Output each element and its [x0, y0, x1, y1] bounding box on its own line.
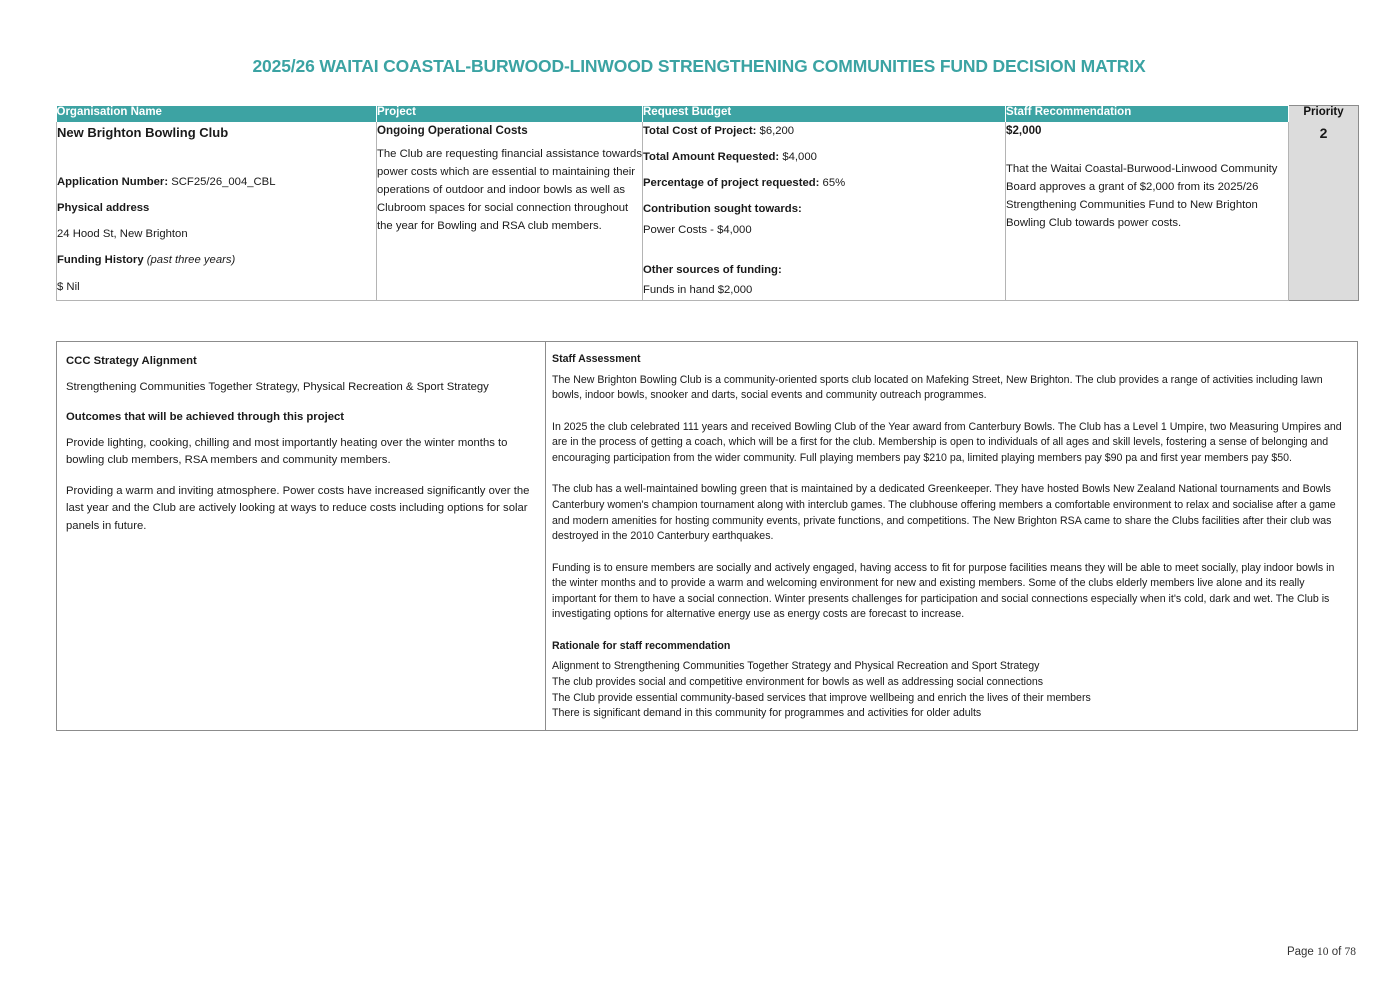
physical-address-value: 24 Hood St, New Brighton — [57, 228, 188, 241]
strategy-heading: CCC Strategy Alignment — [66, 355, 197, 367]
application-number-label: Application Number: — [57, 175, 169, 188]
detail-panel — [56, 341, 1358, 731]
column-header-staff-recommendation: Staff Recommendation — [1006, 106, 1289, 122]
total-cost-value: $6,200 — [759, 124, 795, 137]
cell-request-budget — [643, 122, 1006, 301]
page-footer — [1287, 946, 1356, 958]
budget-spacer — [643, 239, 1005, 261]
table-header-row — [57, 106, 1359, 122]
footer-total-pages: 78 — [1344, 946, 1356, 958]
assessment-paragraph: The New Brighton Bowling Club is a community-oriented sports club located on Mafeking Street, New Brighton. The club provides a range of activities including lawn bowls, indoor bowls, snooker and darts, social events and community outreach programmes. — [552, 373, 1323, 402]
outcome-paragraph: Provide lighting, cooking, chilling and most importantly heating over the winter months to bowling club members, RSA members and community members. — [66, 436, 508, 466]
rationale-line: The club provides social and competitive environment for bowls as well as addressing social connections — [552, 676, 1044, 688]
cell-priority: 2 — [1289, 122, 1359, 301]
percentage-of-project-requested — [643, 174, 1005, 192]
assessment-paragraph: In 2025 the club celebrated 111 years and received Bowling Club of the Year award from Canterbury Bowls. The Club has a Level 1 Umpire, two Measuring Umpires and are in the process of getting a coach, which will be a first for the club. Membership is open to individuals of all ages and skill levels, fostering a sense of belonging and encouraging participation from the wider community. Full playing members pay $210 pa, limited playing members pay $90 pa and first year members pay $50. — [552, 420, 1342, 464]
cell-staff-recommendation — [1006, 122, 1289, 301]
assessment-heading: Staff Assessment — [552, 353, 641, 365]
page-title: 2025/26 WAITAI COASTAL-BURWOOD-LINWOOD STRENGTHENING COMMUNITIES FUND DECISION MATRIX — [252, 56, 1146, 76]
funding-history-value: $ Nil — [57, 280, 80, 293]
column-header-request-budget: Request Budget — [643, 106, 1006, 122]
assessment-paragraph: The club has a well-maintained bowling green that is maintained by a dedicated Greenkeeper. They have hosted Bowls New Zealand National tournaments and Bowls Canterbury women's champion tournament along with interclub games. The clubhouse offering members a comfortable environment to relax and socialise after a game and modern amenities for hosting community events, private functions, and competitions. The New Brighton RSA came to share the Clubs facilities after their club was destroyed in the 2010 Canterbury earthquakes. — [552, 483, 1336, 543]
strategy-alignment-section — [57, 342, 546, 730]
application-number — [57, 173, 376, 191]
table-row — [57, 122, 1359, 301]
total-amount-requested — [643, 148, 1005, 166]
other-sources-label: Other sources of funding: — [643, 263, 782, 276]
percentage-label: Percentage of project requested: — [643, 177, 820, 190]
cell-organisation — [57, 122, 377, 301]
rationale-heading: Rationale for staff recommendation — [552, 639, 731, 652]
funding-history-note: (past three years) — [146, 254, 236, 267]
decision-matrix-table — [56, 105, 1359, 301]
recommendation-text: That the Waitai Coastal-Burwood-Linwood Community Board approves a grant of $2,000 from its 2025/26 Strengthening Communities Fund to New Brighton Bowling Club towards power costs. — [1006, 163, 1278, 230]
project-description: The Club are requesting financial assistance towards power costs which are essential to maintaining their operations of outdoor and indoor bowls as well as Clubroom spaces for social connection throughout the year for Bowling and RSA club members. — [377, 148, 642, 232]
total-cost-label: Total Cost of Project: — [643, 124, 757, 137]
funding-history-label — [57, 251, 376, 269]
total-requested-value: $4,000 — [782, 150, 817, 163]
project-title: Ongoing Operational Costs — [377, 123, 528, 137]
column-header-priority: Priority — [1289, 106, 1359, 122]
total-cost-of-project — [643, 122, 1005, 140]
application-number-value: SCF25/26_004_CBL — [171, 175, 276, 188]
staff-assessment-section — [546, 342, 1357, 730]
strategy-alignment-text: Strengthening Communities Together Strategy, Physical Recreation & Sport Strategy — [66, 380, 489, 393]
percentage-value: 65% — [822, 177, 846, 190]
contribution-sought-label: Contribution sought towards: — [643, 203, 802, 216]
outcomes-heading: Outcomes that will be achieved through this project — [66, 411, 345, 423]
rationale-line: Alignment to Strengthening Communities Together Strategy and Physical Recreation and Sport Strategy — [552, 660, 1040, 673]
other-sources-value: Funds in hand $2,000 — [643, 284, 753, 297]
rationale-line: The Club provide essential community-based services that improve wellbeing and enrich the lives of their members — [552, 691, 1091, 704]
physical-address-label: Physical address — [57, 201, 150, 214]
assessment-paragraph: Funding is to ensure members are socially and actively engaged, having access to fit for purpose facilities means they will be able to meet socially, play indoor bowls in the winter months and to provide a warm and welcoming environment for new and existing members. Some of the clubs elderly members live alone and its really important for them to have a social connection. Winter presents challenges for participation and social connections especially when it's cold, dark and wet. The Club is investigating options for alternative energy use as energy costs are forecast to increase. — [552, 561, 1335, 621]
outcome-paragraph: Providing a warm and inviting atmosphere. Power costs have increased significantly over the last year and the Club are actively looking at ways to reduce costs including options for solar panels in future. — [66, 484, 530, 532]
column-header-project: Project — [377, 106, 643, 122]
organisation-name: New Brighton Bowling Club — [57, 124, 229, 140]
footer-middle: of — [1331, 946, 1342, 958]
rationale-line: There is significant demand in this community for programmes and activities for older adults — [552, 707, 982, 720]
footer-page-number: 10 — [1317, 946, 1329, 958]
contribution-sought-value: Power Costs - $4,000 — [643, 223, 752, 236]
column-header-organisation: Organisation Name — [57, 106, 377, 122]
cell-project — [377, 122, 643, 301]
recommended-amount: $2,000 — [1006, 123, 1042, 137]
total-requested-label: Total Amount Requested: — [643, 150, 780, 163]
funding-history-label-text: Funding History — [57, 254, 144, 267]
footer-prefix: Page — [1286, 946, 1314, 958]
